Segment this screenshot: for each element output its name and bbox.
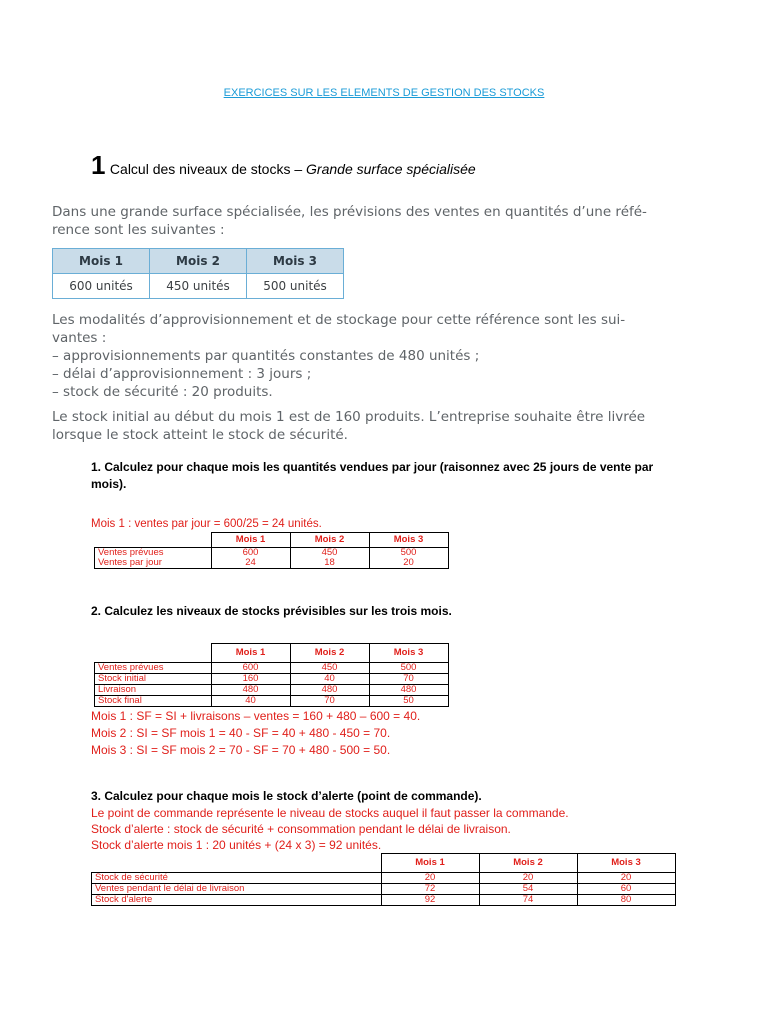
q1-row-label: Ventes prévues: [95, 548, 212, 559]
q1-cell: 500: [369, 548, 448, 559]
q3-header: Mois 2: [479, 854, 577, 873]
section-subtitle: Grande surface spécialisée: [306, 161, 476, 177]
q3-header: Mois 3: [577, 854, 675, 873]
scan-stock-line: Le stock initial au début du mois 1 est de 160 produits. L’entreprise souhaite être livrée: [52, 409, 646, 425]
forecast-header: Mois 3: [247, 249, 344, 274]
forecast-table: [52, 248, 344, 299]
q2-cell: 450: [290, 663, 369, 674]
q2-cell: 40: [211, 696, 290, 707]
q2-cell: 480: [290, 685, 369, 696]
q1-header: Mois 2: [290, 533, 369, 548]
q3-row-label: Stock de sécurité: [92, 873, 382, 884]
question-3: 3. Calculez pour chaque mois le stock d’alerte (point de commande).: [91, 789, 482, 803]
q3-cell: 72: [381, 884, 479, 895]
q1-cell: 18: [290, 558, 369, 569]
q2-table-corner: [95, 644, 212, 663]
forecast-value: 600 unités: [53, 274, 150, 299]
question-1: 1. Calculez pour chaque mois les quantités vendues par jour (raisonnez avec 25 jours de vente par mois).: [91, 460, 654, 491]
answer-3-line: Stock d’alerte : stock de sécurité + consommation pendant le délai de livraison.: [91, 822, 511, 836]
q1-cell: 450: [290, 548, 369, 559]
answer-2-line: Mois 1 : SF = SI + livraisons – ventes = 160 + 480 – 600 = 40.: [91, 709, 421, 723]
q2-row-label: Stock initial: [95, 674, 212, 685]
q3-cell: 60: [577, 884, 675, 895]
q2-header: Mois 1: [211, 644, 290, 663]
q2-cell: 480: [369, 685, 448, 696]
scan-conditions-line: – délai d’approvisionnement : 3 jours ;: [52, 366, 312, 382]
forecast-value: 500 unités: [247, 274, 344, 299]
q2-row-label: Livraison: [95, 685, 212, 696]
scan-stock-line: lorsque le stock atteint le stock de sécurité.: [52, 427, 348, 443]
answer-2-line: Mois 3 : SI = SF mois 2 = 70 - SF = 70 + 480 - 500 = 50.: [91, 743, 391, 757]
q2-cell: 500: [369, 663, 448, 674]
q3-cell: 74: [479, 895, 577, 906]
q2-cell: 600: [211, 663, 290, 674]
q2-header: Mois 2: [290, 644, 369, 663]
q2-cell: 70: [369, 674, 448, 685]
q1-cell: 600: [211, 548, 290, 559]
scan-conditions-line: Les modalités d’approvisionnement et de stockage pour cette référence sont les sui-: [52, 312, 626, 328]
q3-cell: 80: [577, 895, 675, 906]
section-title-text: Calcul des niveaux de stocks –: [109, 161, 307, 177]
q3-cell: 54: [479, 884, 577, 895]
q1-table: [94, 532, 449, 569]
answer-2-line: Mois 2 : SI = SF mois 1 = 40 - SF = 40 + 480 - 450 = 70.: [91, 726, 391, 740]
q2-cell: 50: [369, 696, 448, 707]
q3-header: Mois 1: [381, 854, 479, 873]
q2-row-label: Ventes prévues: [95, 663, 212, 674]
scan-conditions-line: vantes :: [52, 330, 107, 346]
q1-cell: 20: [369, 558, 448, 569]
q2-row-label: Stock final: [95, 696, 212, 707]
scan-intro: [52, 203, 672, 239]
q3-cell: 20: [479, 873, 577, 884]
q3-cell: 20: [381, 873, 479, 884]
section-number: 1: [91, 150, 106, 180]
answer-3: [91, 805, 569, 853]
scan-conditions-line: – approvisionnements par quantités constantes de 480 unités ;: [52, 348, 480, 364]
q3-cell: 92: [381, 895, 479, 906]
scan-stock: [52, 408, 672, 444]
q2-cell: 480: [211, 685, 290, 696]
scan-conditions-line: – stock de sécurité : 20 produits.: [52, 384, 273, 400]
question-2: 2. Calculez les niveaux de stocks prévisibles sur les trois mois.: [91, 604, 452, 618]
answer-3-line: Stock d’alerte mois 1 : 20 unités + (24 x 3) = 92 unités.: [91, 838, 382, 852]
document-title-link[interactable]: EXERCICES SUR LES ELEMENTS DE GESTION DES STOCKS: [223, 87, 545, 99]
forecast-header: Mois 2: [150, 249, 247, 274]
scan-intro-line: rence sont les suivantes :: [52, 222, 225, 238]
q1-header: Mois 3: [369, 533, 448, 548]
forecast-value: 450 unités: [150, 274, 247, 299]
scan-intro-line: Dans une grande surface spécialisée, les prévisions des ventes en quantités d’une réfé-: [52, 204, 647, 220]
section-heading: [91, 150, 476, 181]
q3-table: [91, 853, 676, 906]
q2-cell: 160: [211, 674, 290, 685]
q1-row-label: Ventes par jour: [95, 558, 212, 569]
q3-cell: 20: [577, 873, 675, 884]
section-title: [110, 161, 476, 177]
q3-row-label: Stock d'alerte: [92, 895, 382, 906]
answer-1: Mois 1 : ventes par jour = 600/25 = 24 unités.: [91, 518, 322, 530]
q1-cell: 24: [211, 558, 290, 569]
scan-conditions: [52, 311, 672, 401]
q2-table: [94, 643, 449, 707]
q3-row-label: Ventes pendant le délai de livraison: [92, 884, 382, 895]
q1-header: Mois 1: [211, 533, 290, 548]
answer-2: [91, 708, 420, 759]
q2-cell: 40: [290, 674, 369, 685]
q3-table-corner: [92, 854, 382, 873]
forecast-header: Mois 1: [53, 249, 150, 274]
q1-table-corner: [95, 533, 212, 548]
answer-3-line: Le point de commande représente le niveau de stocks auquel il faut passer la commande.: [91, 806, 569, 820]
q2-header: Mois 3: [369, 644, 448, 663]
q2-cell: 70: [290, 696, 369, 707]
